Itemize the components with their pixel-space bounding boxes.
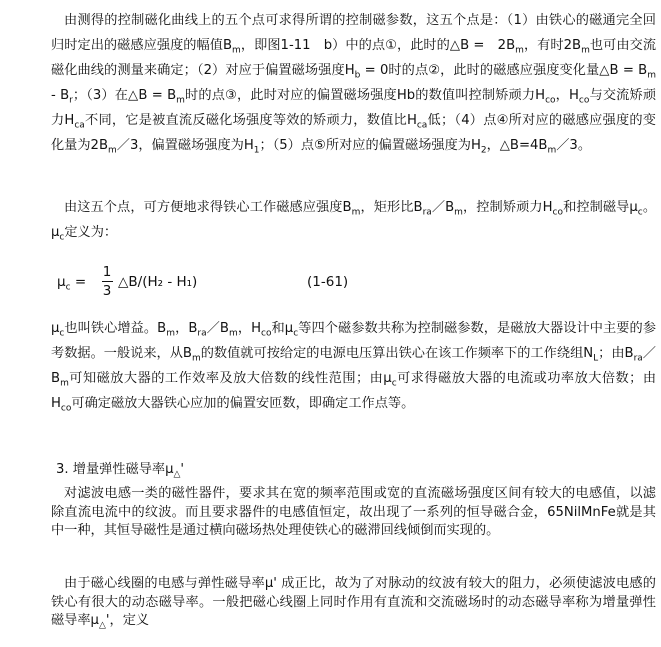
fraction-numerator: 1 xyxy=(102,264,112,280)
paragraph-core-gain: $\mu_c$也叫铁心增益。$B_m$，$B_{ra}/B_m$，$H_{co}$和$\mu_c$等四个磁参数共称为控制磁参数，是磁放大器设计中主要的参考数据。一般说来，从$B_m$的数值就可按给定的电源电压算出铁心在该工作频率下的工作绕组$N_L$；由$B_{ra}/B_m$可知磁放大器的工作效率及放大倍数的线性范围；由$\mu_c$可求得磁放大器的电流或功率放大倍数；由$H_{co}$可确定磁放大器铁心应加的偏置安匝数，即确定工作点等。 xyxy=(51,321,657,414)
paragraph-control-points: 由测得的控制磁化曲线上的五个点可求得所谓的控制磁参数，这五个点是：（1）由铁心的磁通完全回归时定出的磁感应强度的幅值$B_m$，即图1-11 b）中的点①，此时的△B = $2B_m$，有时$2B_m$也可由交流磁化曲线的测量来确定；（2）对应于偏置磁场强度$H_b = 0$时的点②，此时的磁感应强度变化量△B = $B_m - B_r$；（3）在△B = $B_m$时的点③，此时对应的偏置磁场强度Hb的数值叫控制矫顽力$H_{co}$，$H_{co}$与交流矫顽力$H_{ca}$不同，它是被直流反磁化场强度等效的矫顽力，数值比$H_{ca}$低；（4）点④所对应的磁感应强度的变化量为$2B_m/3$，偏置磁场强度为$H_1$；（5）点⑤所对应的偏置磁场强度为$H_2$，$\triangle B=4B_m/3$。 xyxy=(51,13,657,156)
equation-1-61 xyxy=(57,263,557,303)
equation-rhs: △B/(H₂ - H₁) xyxy=(118,274,198,290)
fraction-one-third xyxy=(101,263,113,300)
fraction-denominator: 3 xyxy=(102,283,112,299)
equation-number: (1-61) xyxy=(307,274,349,290)
paragraph-filter-inductor: 对滤波电感一类的磁性器件，要求其在宽的频率范围或宽的直流磁场强度区间有较大的电感值，以滤除直流电流中的纹波。而且要求器件的电感值恒定，故出现了一系列的恒导磁合金，65NilMnFe就是其中一种，其恒导磁性是通过横向磁场热处理使铁心的磁滞回线倾倒而实现的。 xyxy=(51,486,656,538)
equation-lhs: $\mu_c$ = xyxy=(57,274,87,293)
section-heading-incremental-permeability: 3. 增量弹性磁导率$\mu_\triangle'$ xyxy=(56,462,185,480)
paragraph-derived-parameters: 由这五个点，可方便地求得铁心工作磁感应强度$B_m$，矩形比$B_{ra}/B_m$，控制矫顽力$H_{co}$和控制磁导$\mu_c$。$\mu_c$定义为： xyxy=(51,200,657,243)
paragraph-incremental-permeability: 由于磁心线圈的电感与弹性磁导率μ' 成正比，故为了对脉动的纹波有较大的阻力，必须使滤波电感的铁心有很大的动态磁导率。一般把磁心线圈上同时作用有直流和交流磁场时的动态磁导率称为增量弹性磁导率$\mu_\triangle'$，定义 xyxy=(51,576,656,631)
